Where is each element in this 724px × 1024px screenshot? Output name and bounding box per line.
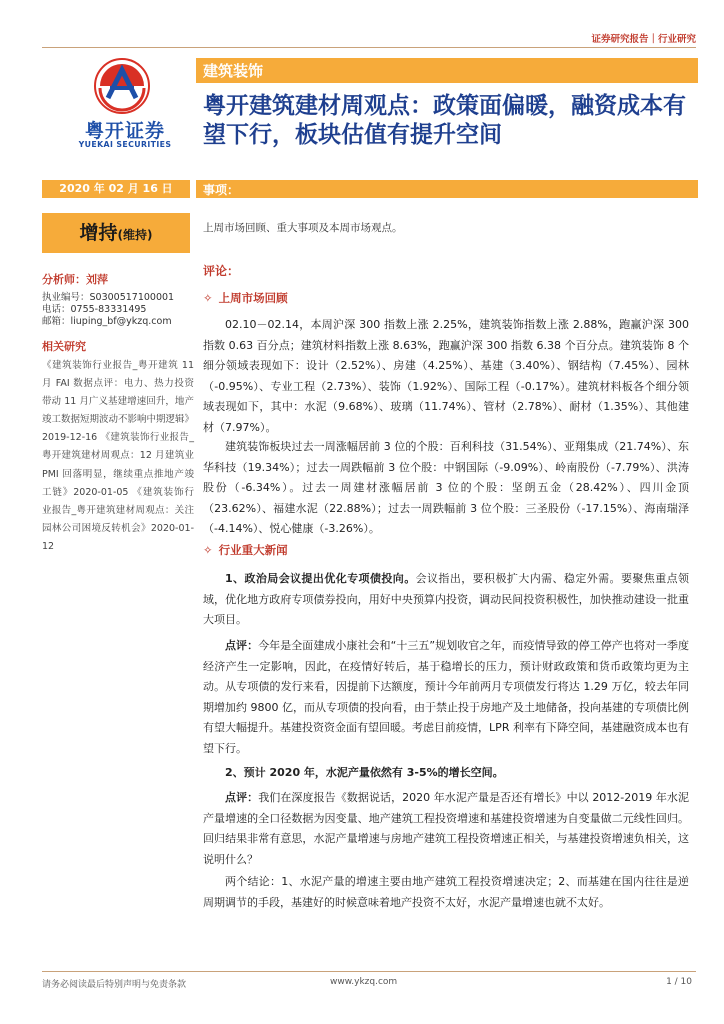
section-industry-news (203, 542, 288, 558)
sector-label: 建筑装饰 (203, 62, 264, 80)
comment-2-text: 我们在深度报告《数据说话，2020 年水泥产量是否还有增长》中以 2012-2019 年水泥产量增速的全口径数据为因变量、地产建筑工程投资增速和基建投资增速为自变量做二元线性回归。回归结果非常有意思，水泥产量增速与房地产建筑工程投资增速正相关，与基建投资增速负相关，这说明什么？ (203, 791, 689, 866)
comment-2-label: 点评： (225, 791, 259, 804)
logo-en-text: YUEKAI SECURITIES (78, 140, 172, 149)
analyst-license: 执业编号：S0300517100001 (42, 292, 175, 303)
intro-text: 上周市场回顾、重大事项及本周市场观点。 (203, 222, 403, 234)
paragraph-market-1: 02.10－02.14，本周沪深 300 指数上涨 2.25%，建筑装饰指数上涨 2.88%，跑赢沪深 300 指数 0.63 百分点；建筑材料指数上涨 8.63%，跑赢沪深 300 指数 6.38 个百分点。建筑装饰 8 个细分领域表现如下：设计（2.52%）、房建（4.25%）、基建（3.40%）、钢结构（7.45%）、园林（-0.95%）、专业工程（2.73%）、装饰（1.92%）、国际工程（-0.17%）。建筑材料板各个细分领域表现如下，其中：水泥（9.68%）、玻璃（11.74%）、管材（2.78%）、耐材（1.35%）、其他建材（7.97%）。 (203, 318, 689, 434)
footer-disclaimer: 请务必阅读最后特别声明与免责条款 (42, 980, 187, 990)
sector-bar (196, 58, 698, 83)
matters-bar (196, 180, 698, 198)
related-research-title: 相关研究 (42, 340, 86, 353)
paragraph-news-1 (203, 569, 689, 631)
section-market-review (203, 290, 288, 306)
top-tag: 证券研究报告｜行业研究 (591, 34, 696, 45)
logo-mark-icon (94, 58, 150, 114)
section-market-review-title: 上周市场回顾 (218, 291, 288, 305)
related-research-text: 《建筑装饰行业报告_粤开建筑 11 月 FAI 数据点评：电力、热力投资带动 11 月广义基建增速回升，地产竣工数据短期波动不影响中期逻辑》2019-12-16 《建筑装饰行业报告_粤开建筑建材周观点：12 月建筑业 PMI 回落明显，继续重点推地产竣工链》2020-01-05 《建筑装饰行业报告_粤开建筑建材周观点：关注园林公司困境反转机会》2020-01-12 (42, 360, 195, 552)
report-date: 2020 年 02 月 16 日 (42, 180, 190, 198)
diamond-icon: ✧ (203, 291, 213, 305)
rating-note: (维持) (117, 228, 153, 242)
company-logo (70, 58, 180, 148)
paragraph-comment-1 (203, 636, 689, 759)
paragraph-comment-2 (203, 788, 689, 870)
comment-1-label: 点评： (225, 639, 259, 652)
paragraph-news-2 (203, 763, 689, 784)
rating-value: 增持 (79, 222, 118, 244)
rating-box (42, 213, 190, 253)
footer-website[interactable]: www.ykzq.com (330, 977, 398, 987)
analyst-title: 分析师：刘萍 (42, 273, 108, 286)
top-rule (42, 47, 696, 48)
comment-1-text: 今年是全面建成小康社会和“十三五”规划收官之年，而疫情导致的停工停产也将对一季度经济产生一定影响，因此，在疫情好转后，基于稳增长的压力，预计财政政策和货币政策均更为主动。从专项债的发行来看，因提前下达额度，预计今年前两月专项债发行将达 1.29 万亿，较去年同期增加约 9800 亿，而从专项债的投向看，由于禁止投于房地产及土地储备，投向基建的专项债比例有望大幅提升。基建投资资金面有望回暖。考虑目前疫情，LPR 利率有下降空间，基建融资成本也有望下行。 (203, 639, 689, 755)
matters-label: 事项： (203, 183, 240, 197)
paragraph-conclusion: 两个结论：1、水泥产量的增速主要由地产建筑工程投资增速决定；2、而基建在国内往往是逆周期调节的手段，基建好的时候意味着地产投资不太好，水泥产量增速也就不太好。 (203, 875, 689, 909)
review-label: 评论： (203, 264, 240, 278)
footer-rule (42, 971, 696, 972)
news-2-headline: 2、预计 2020 年，水泥产量依然有 3-5%的增长空间。 (225, 766, 504, 779)
paragraph-market-2: 建筑装饰板块过去一周涨幅居前 3 位的个股：百利科技（31.54%）、亚翔集成（21.74%）、东华科技（19.34%）；过去一周跌幅前 3 位个股：中钢国际（-9.09%）、岭南股份（-7.79%）、洪涛股份（-6.34%）。过去一周建材涨幅居前 3 位的个股：坚朗五金（28.42%）、四川金顶（23.62%）、福建水泥（22.88%）；过去一周跌幅前 3 位个股：三圣股份（-17.15%）、海南瑞泽（-4.14%）、悦心健康（-3.26%）。 (203, 440, 689, 535)
news-1-text: 会议指出，要积极扩大内需、稳定外需。要聚焦重点领域，优化地方政府专项债券投向，用好中央预算内投资，调动民间投资积极性，加快推动建设一批重大项目。 (203, 572, 690, 626)
diamond-icon: ✧ (203, 543, 213, 557)
analyst-email[interactable]: 邮箱：liuping_bf@ykzq.com (42, 316, 172, 327)
analyst-phone: 电话：0755-83331495 (42, 304, 147, 315)
news-1-headline: 1、政治局会议提出优化专项债投向。 (225, 572, 416, 585)
section-industry-news-title: 行业重大新闻 (218, 543, 288, 557)
logo-cn-text: 粤开证券 (84, 120, 165, 142)
report-title: 粤开建筑建材周观点：政策面偏暖，融资成本有望下行，板块估值有提升空间 (203, 93, 686, 148)
footer-page-number: 1 / 10 (666, 977, 692, 987)
